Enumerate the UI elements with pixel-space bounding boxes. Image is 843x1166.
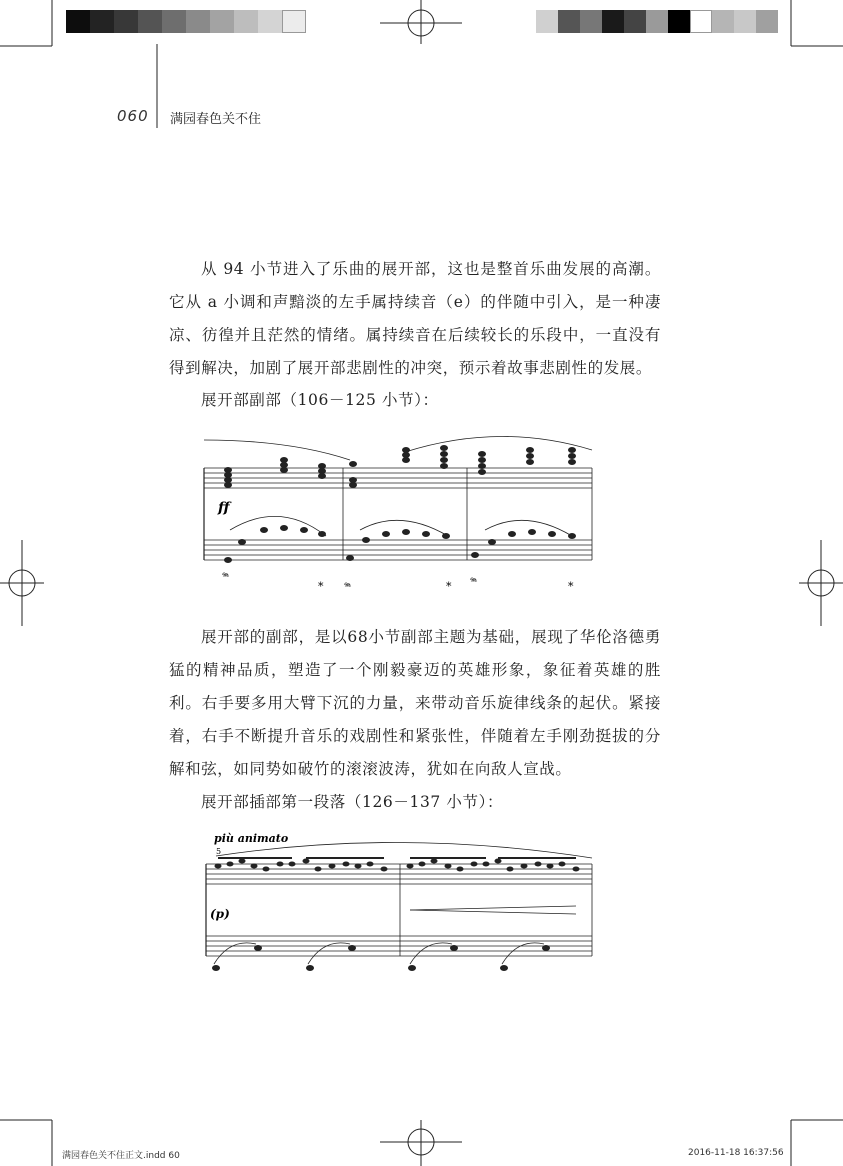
running-title: 满园春色关不住 bbox=[170, 112, 262, 127]
dynamic-marking: (p) bbox=[210, 907, 230, 921]
music-score-1 bbox=[200, 430, 595, 598]
pedal-release: * bbox=[318, 580, 324, 593]
body-paragraph-2: 展开部的副部，是以68小节副部主题为基础，展现了华伦洛德勇猛的精神品质，塑造了一个刚毅豪迈的英雄形象，象征着英雄的胜利。右手要多用大臂下沉的力量，来带动音乐旋律线条的起伏。紧接着，右手不断提升音乐的戏剧性和紧张性，伴随着左手刚劲挺拔的分解和弦，如同势如破竹的滚滚波涛，犹如在向敌人宣战。 bbox=[169, 628, 661, 778]
pedal-release: * bbox=[568, 580, 574, 593]
tempo-marking: più animato bbox=[214, 832, 289, 845]
footer-file-name: 满园春色关不住正文.indd 60 bbox=[62, 1151, 180, 1161]
dynamic-marking: ff bbox=[218, 500, 230, 516]
page-number: 060 bbox=[117, 107, 149, 125]
music-score-2 bbox=[200, 828, 595, 978]
body-paragraph-1: 从 94 小节进入了乐曲的展开部，这也是整首乐曲发展的高潮。它从 a 小调和声黯淡的左手属持续音（e）的伴随中引入，是一种凄凉、彷徨并且茫然的情绪。属持续音在后续较长的乐段中，一直没有得到解决，加剧了展开部悲剧性的冲突，预示着故事悲剧性的发展。 bbox=[169, 260, 661, 377]
footer-timestamp: 2016-11-18 16:37:56 bbox=[688, 1148, 784, 1158]
pedal-mark: 𝆮 bbox=[344, 580, 352, 593]
pedal-mark: 𝆮 bbox=[222, 570, 230, 583]
measure-number: 5 bbox=[216, 847, 222, 856]
score-caption-1: 展开部副部（106－125 小节）： bbox=[201, 391, 439, 409]
pedal-mark: 𝆮 bbox=[470, 575, 478, 588]
score-caption-2: 展开部插部第一段落（126－137 小节）： bbox=[201, 793, 504, 811]
pedal-release: * bbox=[446, 580, 452, 593]
